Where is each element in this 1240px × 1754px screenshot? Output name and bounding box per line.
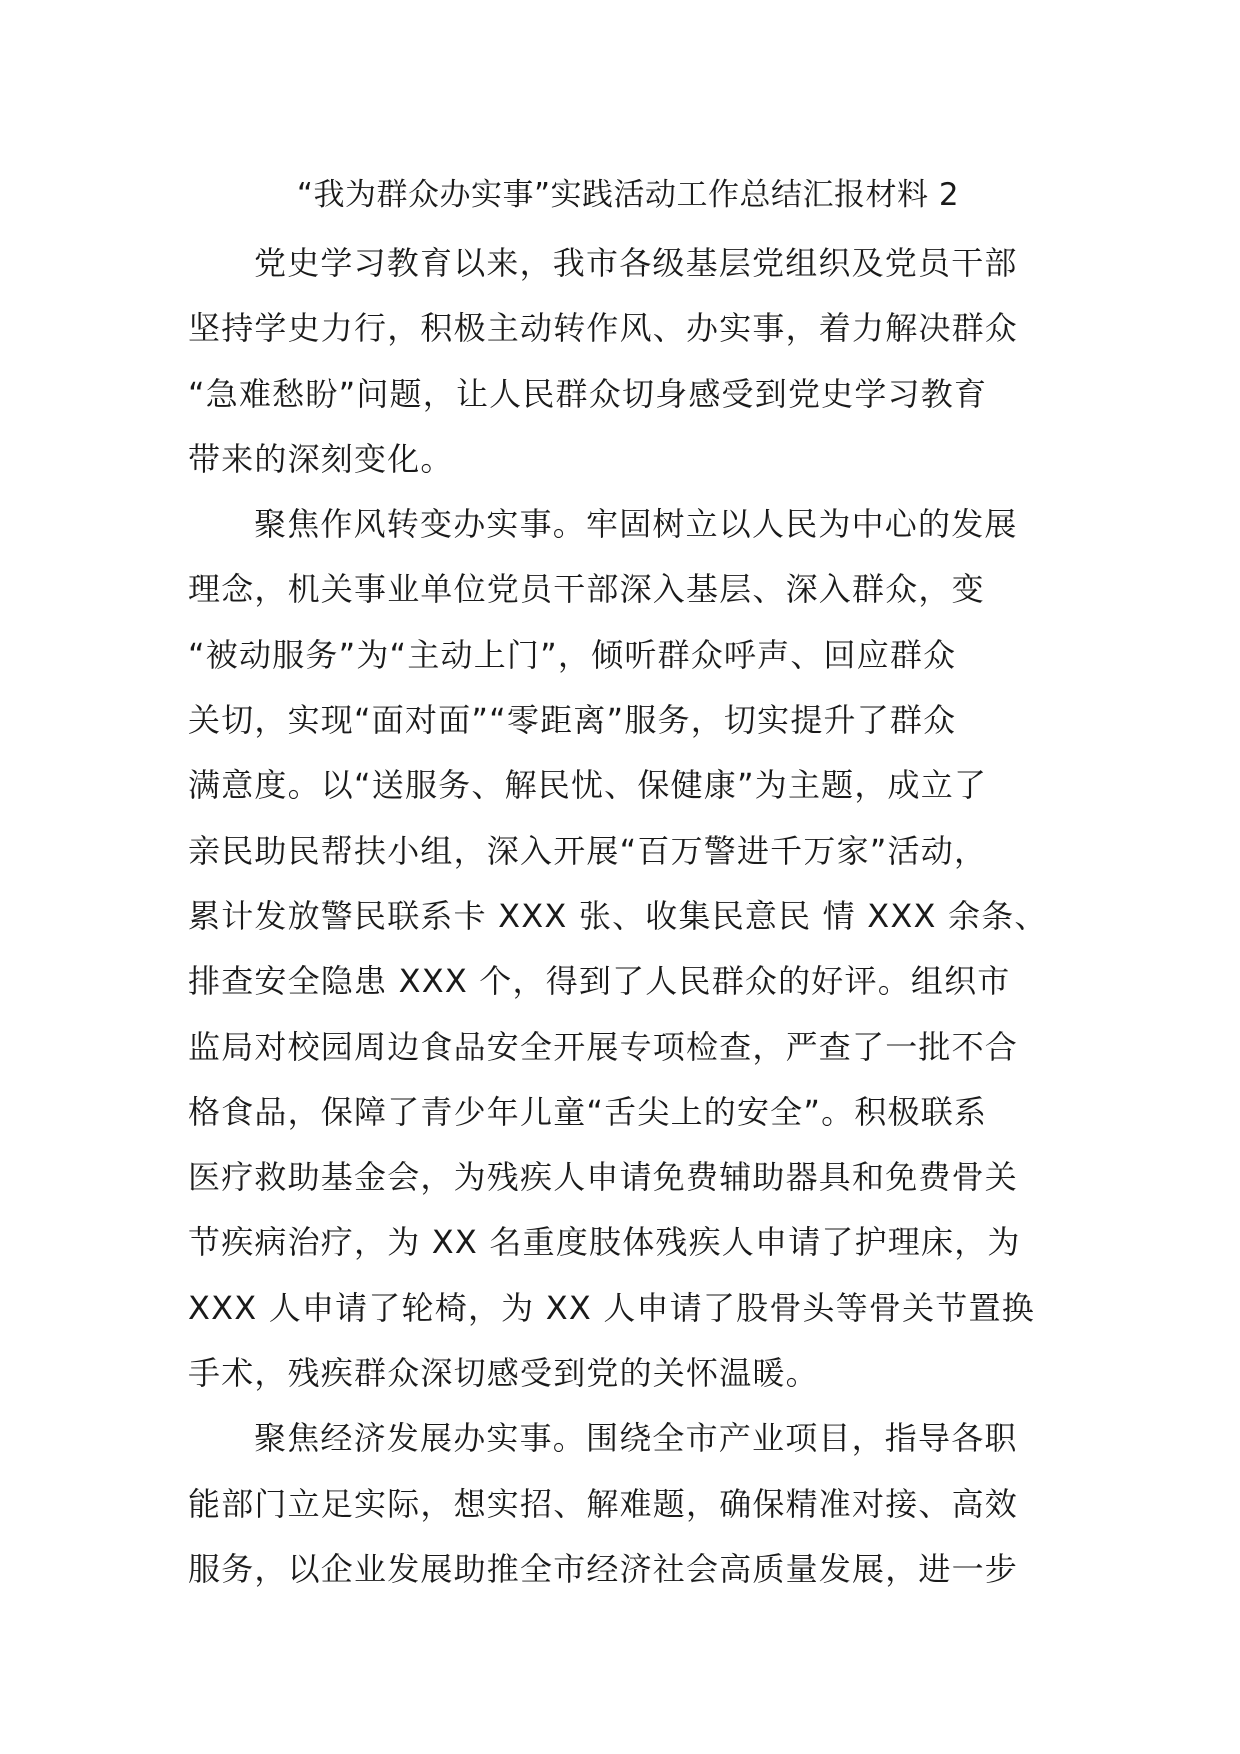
paragraph-line: 关切，实现“面对面”“零距离”服务，切实提升了群众 (188, 701, 957, 740)
paragraph-line: 服务，以企业发展助推全市经济社会高质量发展，进一步 (188, 1549, 1019, 1588)
paragraph-line: “被动服务”为“主动上门”，倾听群众呼声、回应群众 (188, 635, 957, 674)
paragraph-line: 满意度。以“送服务、解民忧、保健康”为主题，成立了 (188, 766, 988, 805)
paragraph-line: 带来的深刻变化。 (188, 439, 454, 478)
paragraph-line: “急难愁盼”问题，让人民群众切身感受到党史学习教育 (188, 374, 988, 413)
paragraph-line: 排查安全隐患 XXX 个，得到了人民群众的好评。组织市 (188, 962, 1011, 1001)
paragraph-line: 亲民助民帮扶小组，深入开展“百万警进千万家”活动， (188, 831, 988, 870)
paragraph-line: 理念，机关事业单位党员干部深入基层、深入群众，变 (188, 570, 985, 609)
paragraph-line: 聚焦经济发展办实事。围绕全市产业项目，指导各职 (254, 1419, 1018, 1458)
paragraph-line: 党史学习教育以来，我市各级基层党组织及党员干部 (254, 244, 1018, 282)
paragraph-line: 医疗救助基金会，为残疾人申请免费辅助器具和免费骨关 (188, 1158, 1019, 1197)
paragraph-line: 格食品，保障了青少年儿童“舌尖上的安全”。积极联系 (188, 1092, 988, 1131)
paragraph-line: 节疾病治疗，为 XX 名重度肢体残疾人申请了护理床，为 (188, 1223, 1021, 1262)
paragraph-line: 监局对校园周边食品安全开展专项检查，严查了一批不合 (188, 1027, 1019, 1066)
paragraph-line: 聚焦作风转变办实事。牢固树立以人民为中心的发展 (254, 505, 1018, 544)
paragraph-line: XXX 人申请了轮椅，为 XX 人申请了股骨头等骨关节置换 (188, 1288, 1035, 1327)
paragraph-line: 累计发放警民联系卡 XXX 张、收集民意民 情 XXX 余条、 (188, 896, 1048, 935)
document-body (188, 231, 1058, 1602)
paragraph-line: 能部门立足实际，想实招、解难题，确保精准对接、高效 (188, 1484, 1019, 1523)
paragraph-line: 坚持学史力行，积极主动转作风、办实事，着力解决群众 (188, 309, 1019, 348)
document-title: “我为群众办实事”实践活动工作总结汇报材料 2 (296, 177, 960, 213)
paragraph-line: 手术，残疾群众深切感受到党的关怀温暖。 (188, 1354, 819, 1393)
